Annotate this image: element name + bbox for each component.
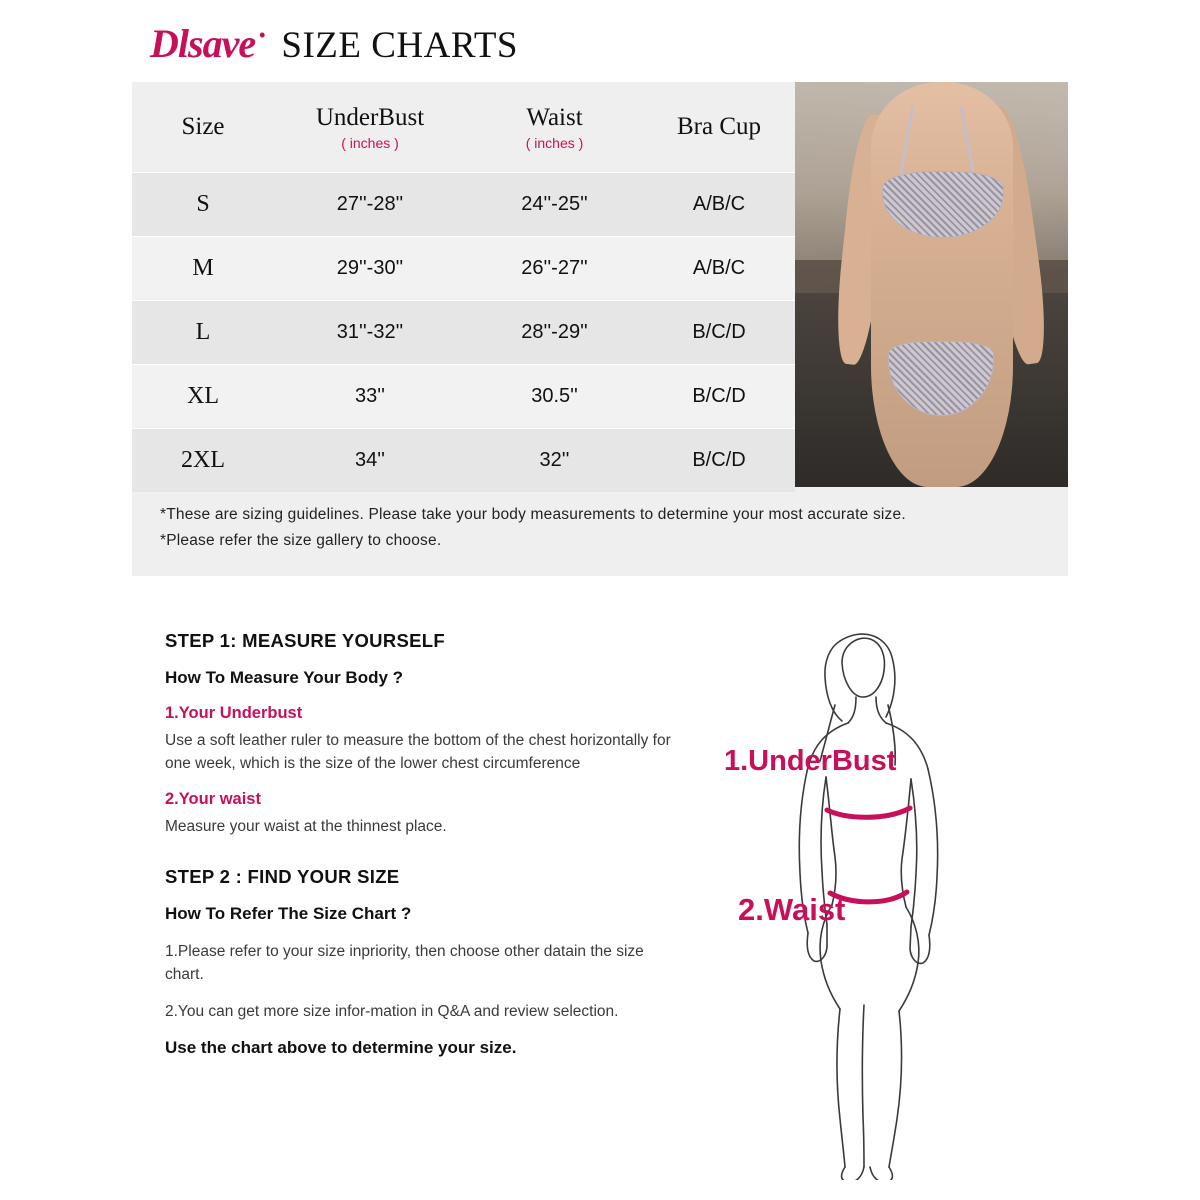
size-table-body bbox=[132, 173, 795, 493]
step2-text-3: Use the chart above to determine your size. bbox=[165, 1037, 517, 1057]
leg-center bbox=[862, 1005, 864, 1167]
col-header-bracup-label: Bra Cup bbox=[676, 113, 762, 140]
brand-logo: Dlsave bbox=[150, 21, 256, 66]
col-header-underbust-label: UnderBust bbox=[315, 103, 425, 131]
cell-size: XL bbox=[132, 365, 274, 429]
measure-item-1-text: Use a soft leather ruler to measure the bottom of the chest horizontally for one week, which is the size of the lower chest circumference bbox=[165, 732, 671, 773]
head-outline bbox=[842, 638, 884, 697]
size-table-head bbox=[132, 82, 795, 173]
table-row bbox=[132, 301, 795, 365]
page-title: SIZE CHARTS bbox=[281, 25, 518, 66]
cell-bracup: B/C/D bbox=[643, 301, 795, 365]
photo-model-body bbox=[871, 82, 1013, 487]
size-chart-row bbox=[132, 82, 1068, 492]
cell-underbust: 29''-30'' bbox=[274, 237, 466, 301]
cell-underbust: 31''-32'' bbox=[274, 301, 466, 365]
cell-bracup: A/B/C bbox=[643, 237, 795, 301]
col-header-underbust bbox=[274, 82, 466, 173]
table-row bbox=[132, 429, 795, 493]
col-header-waist-label: Waist bbox=[526, 103, 583, 131]
table-row bbox=[132, 173, 795, 237]
size-table bbox=[132, 82, 795, 492]
neck-right bbox=[876, 697, 886, 723]
step1-title: STEP 1: MEASURE YOURSELF bbox=[165, 630, 445, 651]
cell-size: M bbox=[132, 237, 274, 301]
model-photo bbox=[795, 82, 1068, 487]
cell-bracup: B/C/D bbox=[643, 365, 795, 429]
measure-item-2-text: Measure your waist at the thinnest place. bbox=[165, 817, 447, 835]
col-header-waist-unit: ( inches ) bbox=[525, 134, 584, 151]
cell-bracup: A/B/C bbox=[643, 173, 795, 237]
foot-left bbox=[842, 1167, 864, 1180]
col-header-underbust-unit: ( inches ) bbox=[341, 134, 399, 151]
label-underbust: 1.UnderBust bbox=[724, 745, 897, 777]
underbust-band bbox=[827, 808, 910, 817]
step1-subtitle: How To Measure Your Body ? bbox=[165, 668, 404, 687]
cell-waist: 30.5'' bbox=[466, 365, 643, 429]
cell-bracup: B/C/D bbox=[643, 429, 795, 493]
label-waist: 2.Waist bbox=[738, 892, 846, 927]
col-header-waist bbox=[466, 82, 643, 173]
cell-waist: 28''-29'' bbox=[466, 301, 643, 365]
hand-right bbox=[910, 927, 930, 963]
table-header-row bbox=[132, 82, 795, 173]
cell-waist: 24''-25'' bbox=[466, 173, 643, 237]
hip-right bbox=[899, 907, 919, 1011]
neck-left bbox=[848, 697, 856, 723]
arm-right-outer bbox=[928, 769, 938, 935]
cell-size: L bbox=[132, 301, 274, 365]
torso-left bbox=[826, 777, 836, 905]
measure-item-2-title: 2.Your waist bbox=[165, 789, 261, 808]
measure-item-1-title: 1.Your Underbust bbox=[165, 704, 303, 722]
size-chart-notes bbox=[132, 492, 1068, 576]
brand-accent-dot: • bbox=[259, 25, 266, 45]
body-diagram bbox=[690, 605, 1070, 1180]
step2-block bbox=[165, 866, 685, 1058]
measure-steps bbox=[165, 630, 685, 1074]
col-header-size bbox=[132, 82, 274, 173]
page-header bbox=[150, 20, 518, 67]
table-row bbox=[132, 237, 795, 301]
col-header-size-label: Size bbox=[181, 113, 225, 140]
measurement-bands bbox=[827, 808, 910, 902]
cell-underbust: 27''-28'' bbox=[274, 173, 466, 237]
cell-waist: 32'' bbox=[466, 429, 643, 493]
col-header-bracup bbox=[643, 82, 795, 173]
cell-underbust: 34'' bbox=[274, 429, 466, 493]
step2-text-2: 2.You can get more size infor-mation in Q&A and review selection. bbox=[165, 1003, 619, 1021]
note-line-2: *Please refer the size gallery to choose. bbox=[160, 532, 442, 549]
step2-text-1: 1.Please refer to your size inpriority, then choose other datain the size chart. bbox=[165, 942, 644, 983]
cell-size: S bbox=[132, 173, 274, 237]
note-line-1: *These are sizing guidelines. Please take your body measurements to determine your most accurate size. bbox=[160, 506, 906, 523]
leg-left-outer bbox=[837, 1009, 845, 1167]
hand-left bbox=[807, 925, 827, 961]
foot-right bbox=[870, 1167, 892, 1180]
leg-right-outer bbox=[889, 1011, 901, 1167]
cell-underbust: 33'' bbox=[274, 365, 466, 429]
torso-right bbox=[901, 779, 911, 907]
step2-subtitle: How To Refer The Size Chart ? bbox=[165, 903, 412, 923]
cell-size: 2XL bbox=[132, 429, 274, 493]
cell-waist: 26''-27'' bbox=[466, 237, 643, 301]
size-chart-panel bbox=[132, 82, 1068, 576]
step2-title: STEP 2 : FIND YOUR SIZE bbox=[165, 865, 400, 887]
table-row bbox=[132, 365, 795, 429]
arm-right-inner bbox=[911, 779, 917, 927]
